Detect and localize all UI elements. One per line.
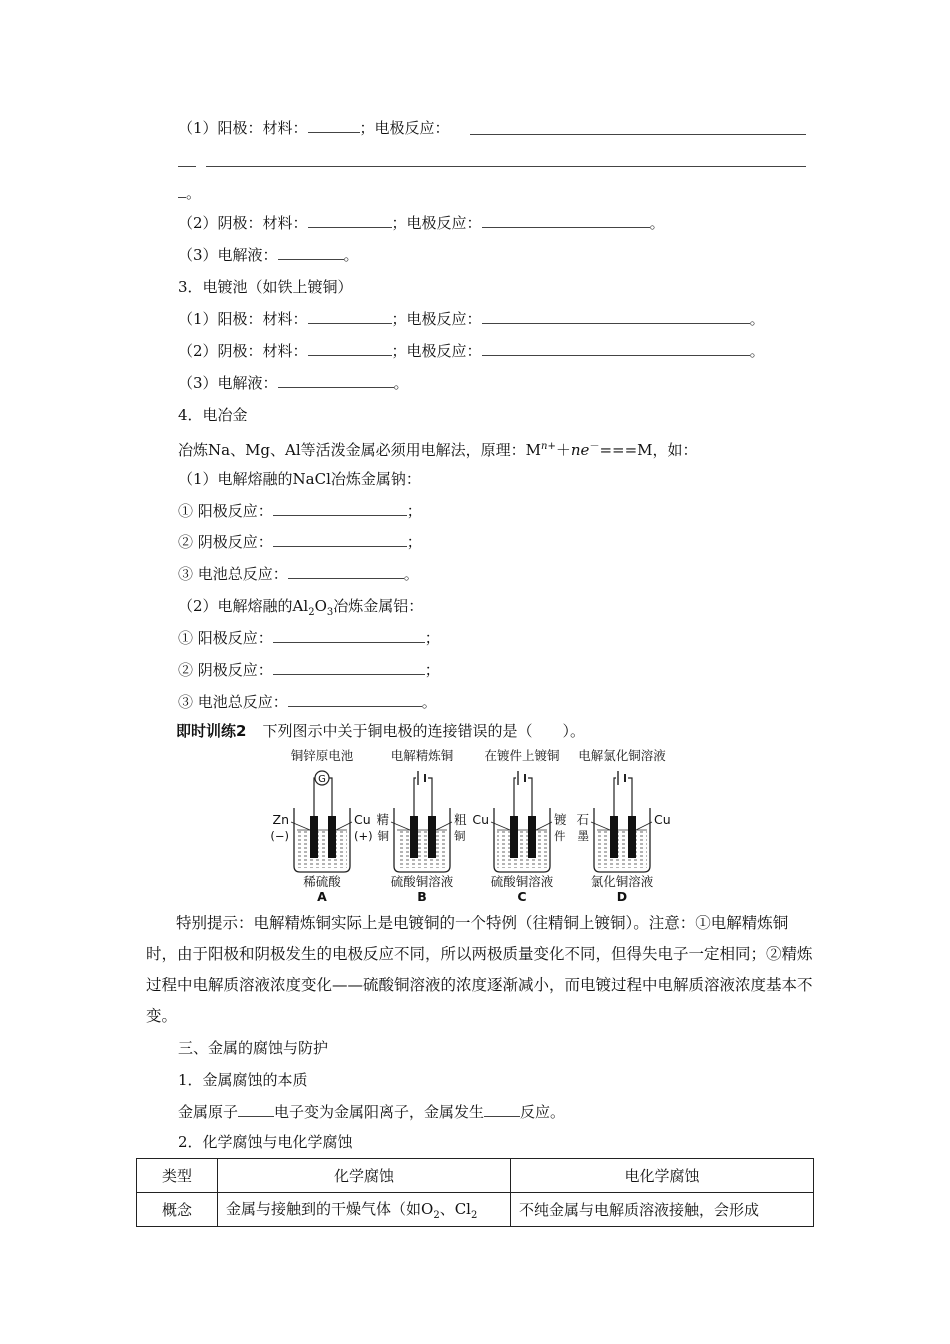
anode-line-end	[178, 183, 201, 203]
anode-reaction-blank-cont3[interactable]	[178, 183, 186, 198]
table-cell	[218, 1193, 511, 1227]
anode-reaction-blank[interactable]	[470, 120, 806, 135]
anode-reaction-label: ；电极反应：	[359, 119, 450, 137]
electrode-right-label: 铜	[454, 829, 466, 843]
corrosion-types-title: 2．化学腐蚀与电化学腐蚀	[178, 1133, 353, 1151]
nacl-cathode-line	[178, 532, 422, 552]
al2o3-text: 冶炼金属铝：	[333, 597, 424, 615]
electrolyte-label: （3）电解液：	[178, 246, 278, 264]
nacl-anode-line	[178, 501, 422, 521]
nacl-total-line	[178, 564, 419, 584]
electron-blank[interactable]	[238, 1102, 274, 1117]
nacl-cathode-blank[interactable]	[273, 532, 407, 547]
al-total-blank[interactable]	[288, 692, 422, 707]
cathode-reaction-blank[interactable]	[482, 213, 650, 228]
electrolyte-liquid	[397, 830, 447, 868]
electrode-right	[428, 816, 436, 858]
al-total-label: ③ 电池总反应：	[178, 693, 288, 711]
nacl-total-blank[interactable]	[288, 564, 404, 579]
plating-cathode-label: （2）阴极：材料：	[178, 342, 308, 360]
period: 。	[393, 374, 409, 392]
al-cathode-blank[interactable]	[273, 660, 425, 675]
cell-title: 电解氯化铜溶液	[578, 748, 666, 763]
cathode-label: （2）阴极：材料：	[178, 214, 308, 232]
period: 。	[749, 342, 765, 360]
period: 。	[186, 184, 202, 202]
special-tip-text: 特别提示：电解精炼铜实际上是电镀铜的一个特例（往精铜上镀铜）。注意：①电解精炼铜时，由于阳极和阴极发生的电极反应不同，所以两极质量变化不同，但得失电子一定相同；②精炼过程中电解质溶液浓度变化——硫酸铜溶液的浓度逐渐减小，而电镀过程中电解质溶液浓度基本不变。	[146, 914, 813, 1025]
electrode-left-label: (−)	[270, 829, 289, 843]
corrosion-text: 金属原子	[178, 1103, 239, 1121]
nacl-subtitle: （1）电解熔融的NaCl冶炼金属钠：	[178, 470, 421, 488]
table-header: 类型	[137, 1159, 218, 1193]
anode-reaction-blank-cont2[interactable]	[206, 152, 806, 167]
plating-electrolyte-blank[interactable]	[278, 373, 394, 388]
plating-anode-line	[178, 309, 765, 329]
exercise-label: 即时训练2	[176, 722, 247, 740]
solution-label: 稀硫酸	[303, 874, 341, 889]
period: 。	[749, 310, 765, 328]
electrode-right-label: 镀	[554, 812, 567, 827]
electrode-right-label: 件	[554, 829, 566, 843]
plating-anode-label: （1）阳极：材料：	[178, 310, 308, 328]
corrosion-table	[136, 1158, 814, 1227]
cell-text: 金属与接触到的干燥气体（如O	[226, 1200, 434, 1218]
semicolon: ；	[424, 629, 440, 647]
al-anode-label: ① 阳极反应：	[178, 629, 273, 647]
reaction-type-blank[interactable]	[484, 1102, 520, 1117]
table-cell: 概念	[137, 1193, 218, 1227]
al2o3-text: （2）电解熔融的Al	[178, 597, 309, 615]
subscript: 3	[326, 607, 334, 618]
table-header-row	[137, 1159, 814, 1193]
period: 。	[403, 565, 419, 583]
anode-reaction-blank-cont1[interactable]	[178, 152, 196, 167]
electrode-right-label: 粗	[454, 812, 467, 827]
electrode-left-label: 铜	[377, 829, 389, 843]
nacl-total-label: ③ 电池总反应：	[178, 565, 288, 583]
table-header: 电化学腐蚀	[511, 1159, 814, 1193]
plus-sign: ＋	[555, 441, 571, 459]
electrode-right	[628, 816, 636, 858]
option-letter: A	[317, 889, 327, 904]
electrode-figure	[268, 746, 680, 904]
subscript: 2	[308, 607, 315, 618]
cell-title: 在镀件上镀铜	[484, 748, 560, 763]
exercise-question: 下列图示中关于铜电极的连接错误的是（ ）。	[262, 722, 585, 740]
table-header: 化学腐蚀	[218, 1159, 511, 1193]
subscript: 2	[433, 1210, 440, 1221]
plating-cathode-reaction-blank[interactable]	[482, 341, 750, 356]
anode-label: （1）阳极：材料：	[178, 119, 308, 137]
electrode-left	[510, 816, 518, 858]
plating-electrolyte-line	[178, 373, 409, 393]
electrode-right	[528, 816, 536, 858]
electrolyte-liquid	[497, 830, 547, 868]
electrode-left	[410, 816, 418, 858]
subscript: 2	[470, 1210, 478, 1221]
cathode-line	[178, 213, 665, 233]
plating-anode-material-blank[interactable]	[308, 309, 392, 324]
electrode-right-label: Cu	[354, 812, 371, 827]
cell-text: 、Cl	[439, 1200, 471, 1218]
plating-cathode-reaction-label: ；电极反应：	[391, 342, 482, 360]
electrolyte-liquid	[297, 830, 347, 868]
solution-label: 硫酸铜溶液	[490, 874, 554, 889]
plating-cathode-material-blank[interactable]	[308, 341, 392, 356]
cathode-reaction-label: ；电极反应：	[391, 214, 482, 232]
plating-cathode-line	[178, 341, 765, 361]
galvanometer-label: G	[318, 774, 326, 785]
intro-text-end: ===M，如：	[599, 441, 698, 459]
special-tip	[146, 908, 814, 1032]
intro-text: 冶炼Na、Mg、Al等活泼金属必须用电解法，原理：M	[178, 441, 542, 459]
electrode-left-label: 墨	[577, 829, 589, 843]
period: 。	[421, 693, 437, 711]
plating-anode-reaction-blank[interactable]	[482, 309, 750, 324]
period: 。	[343, 246, 359, 264]
al-cathode-label: ② 阴极反应：	[178, 661, 273, 679]
table-row	[137, 1193, 814, 1227]
option-letter: D	[616, 889, 628, 904]
al2o3-text: O	[314, 597, 327, 615]
electrode-left-label: Zn	[272, 812, 289, 827]
exercise-2	[176, 721, 585, 741]
e-symbol: e	[580, 441, 590, 459]
electrode-left-label: Cu	[472, 812, 489, 827]
cathode-material-blank[interactable]	[308, 213, 392, 228]
anode-line	[178, 118, 450, 138]
anode-material-blank[interactable]	[308, 118, 360, 133]
al-total-line	[178, 692, 437, 712]
period: 。	[649, 214, 665, 232]
table-cell: 不纯金属与电解质溶液接触，会形成	[511, 1193, 814, 1227]
corrosion-essence-line	[178, 1102, 565, 1122]
semicolon: ；	[406, 502, 422, 520]
section-4-title: 4．电冶金	[178, 406, 248, 424]
electrode-left	[310, 816, 318, 858]
al2o3-subtitle	[178, 596, 423, 623]
charge-superscript: n+	[541, 441, 556, 452]
cell-title: 电解精炼铜	[390, 748, 454, 763]
corrosion-text: 电子变为金属阳离子，金属发生	[274, 1103, 485, 1121]
electrode-right-label: (+)	[354, 829, 373, 843]
corrosion-text: 反应。	[520, 1103, 566, 1121]
electrolyte-liquid	[597, 830, 647, 868]
corrosion-essence-title: 1．金属腐蚀的本质	[178, 1071, 308, 1089]
electrode-left	[610, 816, 618, 858]
nacl-anode-blank[interactable]	[273, 501, 407, 516]
al-anode-blank[interactable]	[273, 628, 425, 643]
section-3-title: 3．电镀池（如铁上镀铜）	[178, 278, 353, 296]
semicolon: ；	[424, 661, 440, 679]
electrode-left-label: 石	[576, 812, 589, 827]
electrode-right	[328, 816, 336, 858]
electrometallurgy-intro	[178, 437, 698, 460]
solution-label: 氯化铜溶液	[590, 874, 654, 889]
plating-electrolyte-label: （3）电解液：	[178, 374, 278, 392]
n-symbol: n	[570, 441, 581, 459]
al-anode-line	[178, 628, 440, 648]
semicolon: ；	[406, 533, 422, 551]
corrosion-title: 三、金属的腐蚀与防护	[178, 1039, 329, 1057]
electrolyte-line	[178, 245, 359, 265]
option-letter: C	[517, 889, 527, 904]
electrolyte-blank[interactable]	[278, 245, 344, 260]
electrode-right-label: Cu	[654, 812, 671, 827]
cell-title: 铜锌原电池	[290, 748, 354, 763]
plating-anode-reaction-label: ；电极反应：	[391, 310, 482, 328]
electrode-left-label: 精	[376, 812, 389, 827]
nacl-anode-label: ① 阳极反应：	[178, 502, 273, 520]
nacl-cathode-label: ② 阴极反应：	[178, 533, 273, 551]
al-cathode-line	[178, 660, 440, 680]
solution-label: 硫酸铜溶液	[390, 874, 454, 889]
option-letter: B	[417, 889, 427, 904]
minus-superscript: －	[589, 441, 600, 452]
